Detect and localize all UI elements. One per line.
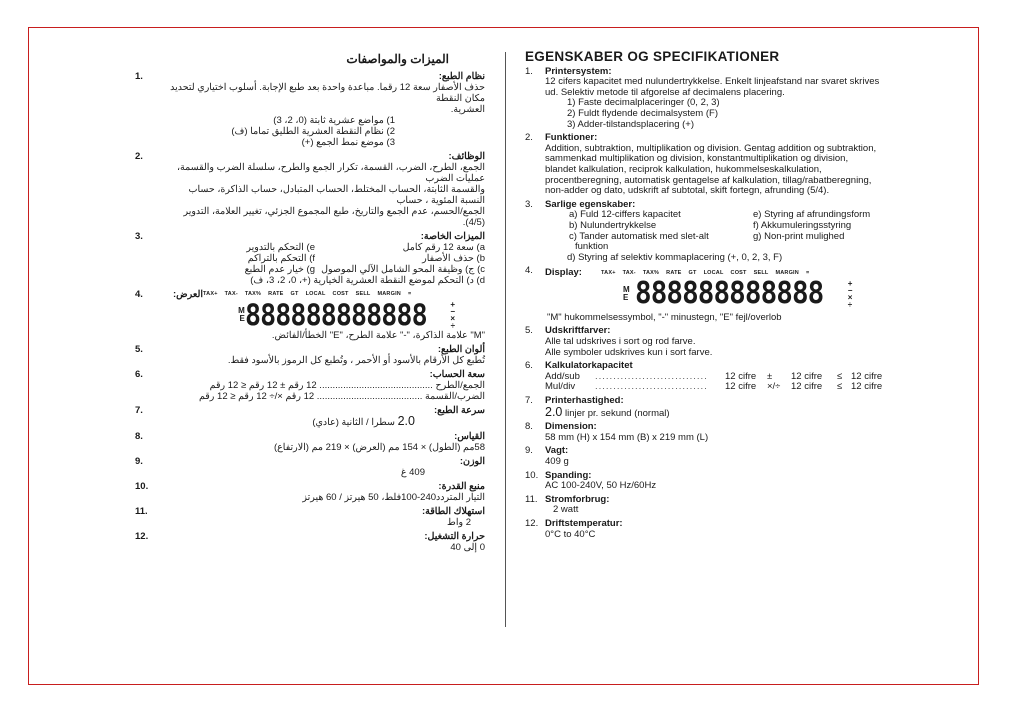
section-heading: Funktioner: — [545, 132, 598, 144]
section-heading: Udskriftfarver: — [545, 325, 611, 337]
ar-section-2: 2. الوظائف: الجمع، الطرح، الضرب، القسمة، تكرار الجمع والطرح، سلسلة الضرب والقسمة، عمليات الضرب والقسمة الثابتة، الحساب المختلط، الحساب المتبادل، حساب الذاكرة، حساب النسبة المئوية ، حساب الجمع/الحسم، عدم الجمع والتاريخ، طبع المجموع الجزئي، تغيير العلامة، التدوير (4/5). — [135, 151, 485, 228]
page-title: EGENSKABER OG SPECIFIKATIONER — [525, 49, 780, 64]
ar-section-11: 11. استهلاك الطاقة: 2 واط — [135, 506, 485, 528]
page-title-arabic: المیزات والمواصفات — [346, 52, 449, 66]
section-heading: Sarlige egenskaber: — [545, 198, 636, 210]
ar-section-12: 12. حرارة التشغيل: 0 إلى 40 — [135, 531, 485, 553]
ar-section-5: 5. ألوان الطبع: تُطبع كل الأرقام بالأسود أو الأحمر ، وتُطبع كل الرموز بالأسود فقط. — [135, 344, 485, 366]
section-printersystem: 1. Printersystem: 12 cifers kapacitet med nulundertrykkelse. Enkelt linjeafstand nar svaret skrives ud. Selektiv metode til afgorelse af decimalens placering. 1) Faste decimalplaceringer (0, 2, 3) 2) Fuldt flydende decimalsystem (F) 3) Adder-tilstandsplacering (+) — [525, 67, 965, 131]
ar-section-10: 10. منبع القدرة: التيار المتردد240-100فلط، 50 هيرتز / 60 هيرتز — [135, 481, 485, 503]
ar-section-3: 3. الميزات الخاصة: a) سعة 12 رقم كامل e) التحكم بالتدوير b) حذف الأصفار f) التحكم بالتراكم c) ج) وظيفة المحو الشامل الآلي الموصول g) خيار عدم الطبع d) د) التحكم لموضع النقطة العشرية الخيارية (+، 0، 2، 3، ف) — [135, 231, 485, 286]
ar-section-6: 6. سعة الحساب: الجمع/الطرح ........................................... 12 رقم ± 12 رقم ≤ 12 رقم الضرب/القسمة ........................................ 12 رقم ×/÷ 12 رقم ≤ 12 رقم — [135, 369, 485, 402]
column-divider — [505, 52, 506, 627]
section-vagt: 9. Vagt: 409 g — [525, 445, 569, 467]
section-heading: Kalkulatorkapacitet — [545, 360, 633, 372]
section-udskriftfarver: 5. Udskriftfarver: Alle tal udskrives i sort og rod farve. Alle symboler udskrives kun i sort farve. — [525, 326, 965, 358]
ar-section-9: 9. الوزن: 409 غ — [135, 456, 485, 478]
ar-section-1: 1. نظام الطبع: حذف الأصفار سعة 12 رقما. مباعدة واحدة بعد طبع الإجابة. أسلوب اختياري لتحديد مكان النقطة العشرية. 1) مواضع عشرية ثابتة (0، 2، 3) 2) نظام النقطة العشرية الطليق تماما (ف) 3) موضع نمط الجمع (+) — [135, 71, 485, 148]
section-heading: Printerhastighed: — [545, 395, 624, 407]
section-kapacitet: 6. Kalkulatorkapacitet Add/sub ............................... 12 cifre ± 12 cifre ≤ 12 cifre Mul/div ............................... 12 cifre ×/÷ 12 cifre ≤ 12 cifre — [525, 361, 965, 393]
section-funktioner: 2. Funktioner: Addition, subtraktion, multiplikation og division. Gentag addition og subtraktion, sammenkad multiplikation og division, konstantmultiplikation og division, blandet kalkulation, reciprok kalkulation, hukommelseskalkulation, procentberegning, automatisk gentagelse af kalkulation, tillag/rabatberegning, non-adder og dato, udskrift af subtotal, skift fortegn, afrunding (5/4). — [525, 133, 965, 197]
lcd-operators: + − × ÷ — [847, 278, 853, 309]
ar-section-8: 8. القياس: 58مم (الطول) × 154 مم (العرض) × 219 مم (الارتفاع) — [135, 431, 485, 453]
ar-section-7: 7. سرعة الطبع: 2.0 سطرا / الثانية (عادي) — [135, 405, 485, 428]
section-printerhastighed: 7. Printerhastighed: 2.0 linjer pr. sekund (normal) — [525, 396, 965, 419]
danish-column — [525, 49, 965, 543]
lcd-digits-arabic: 888888888888 — [244, 298, 427, 332]
section-dimension: 8. Dimension: 58 mm (H) x 154 mm (B) x 219 mm (L) — [525, 421, 709, 443]
section-spanding: 10. Spanding: AC 100-240V, 50 Hz/60Hz — [525, 469, 657, 492]
lcd-display: Display: TAX+ TAX- TAX% RATE GT LOCAL COST SELL MARGIN = M E 888888888888 + − × ÷ — [545, 267, 853, 311]
section-egenskaber: 3. Sarlige egenskaber: a) Fuld 12-ciffers kapacitet e) Styring af afrundingsform b) Nulundertrykkelse f) Akkumuleringsstyring c) Tander automatisk med slet-alt g) Non-print mulighed funktion d) Styring af selektiv kommaplacering (+, 0, 2, 3, F) — [525, 200, 965, 264]
section-display: 4. Display: TAX+ TAX- TAX% RATE GT LOCAL COST SELL MARGIN = M E 888888888888 + − × ÷ "M" hukommelsessymbol, "-" minustegn, "E" fejl/overlob — [525, 266, 965, 323]
section-driftstemperatur: 12. Driftstemperatur: 0°C to 40°C — [525, 517, 623, 540]
section-stromforbrug: 11. Stromforbrug: 2 watt — [525, 493, 610, 516]
lcd-flags: TAX+ TAX- TAX% RATE GT LOCAL COST SELL MARGIN = — [601, 270, 810, 277]
lcd-flags-arabic: TAX+ TAX- TAX% RATE GT LOCAL COST SELL MARGIN = — [203, 291, 412, 297]
lcd-digits: 888888888888 — [635, 275, 824, 311]
section-heading: Printersystem: — [545, 65, 612, 77]
ar-section-4: 4. العرض: TAX+ TAX- TAX% RATE GT LOCAL COST SELL MARGIN = M E 888888888888 + − × ÷ "M" علامة الذاكرة، "-" علامة الطرح، "E" الخطأ/الفائض. — [135, 289, 485, 341]
arabic-column — [135, 52, 485, 556]
